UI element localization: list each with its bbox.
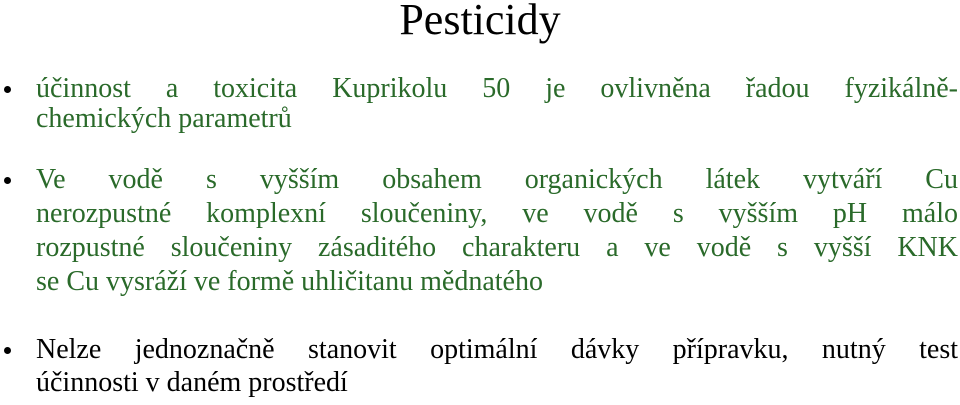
bullet-2-line-3: rozpustné sloučeniny zásaditého charakteru a ve vodě s vyšší KNK [36,232,958,263]
bullet-3-line-2: účinnosti v daném prostředí [36,367,348,398]
slide-title: Pesticidy [399,0,561,44]
bullet-marker [0,163,20,197]
bullet-marker [0,72,20,106]
bullet-3-line-1: Nelze jednoznačně stanovit optimální dávky přípravku, nutný test [36,334,958,365]
bullet-2-line-4: se Cu vysráží ve formě uhličitanu mědnatého [36,266,543,297]
bullet-item-2 [36,163,958,299]
bullet-1-line-2: chemických parametrů [36,103,292,134]
bullet-item-3 [36,333,958,400]
bullet-2-line-1: Ve vodě s vyšším obsahem organických látek vytváří Cu [36,164,958,195]
bullet-2-line-2: nerozpustné komplexní sloučeniny, ve vodě s vyšším pH málo [36,198,958,229]
bullet-marker [0,333,20,367]
bullet-1-line-1: účinnost a toxicita Kuprikolu 50 je ovlivněna řadou fyzikálně- [36,73,958,104]
bullet-item-1 [36,72,958,136]
